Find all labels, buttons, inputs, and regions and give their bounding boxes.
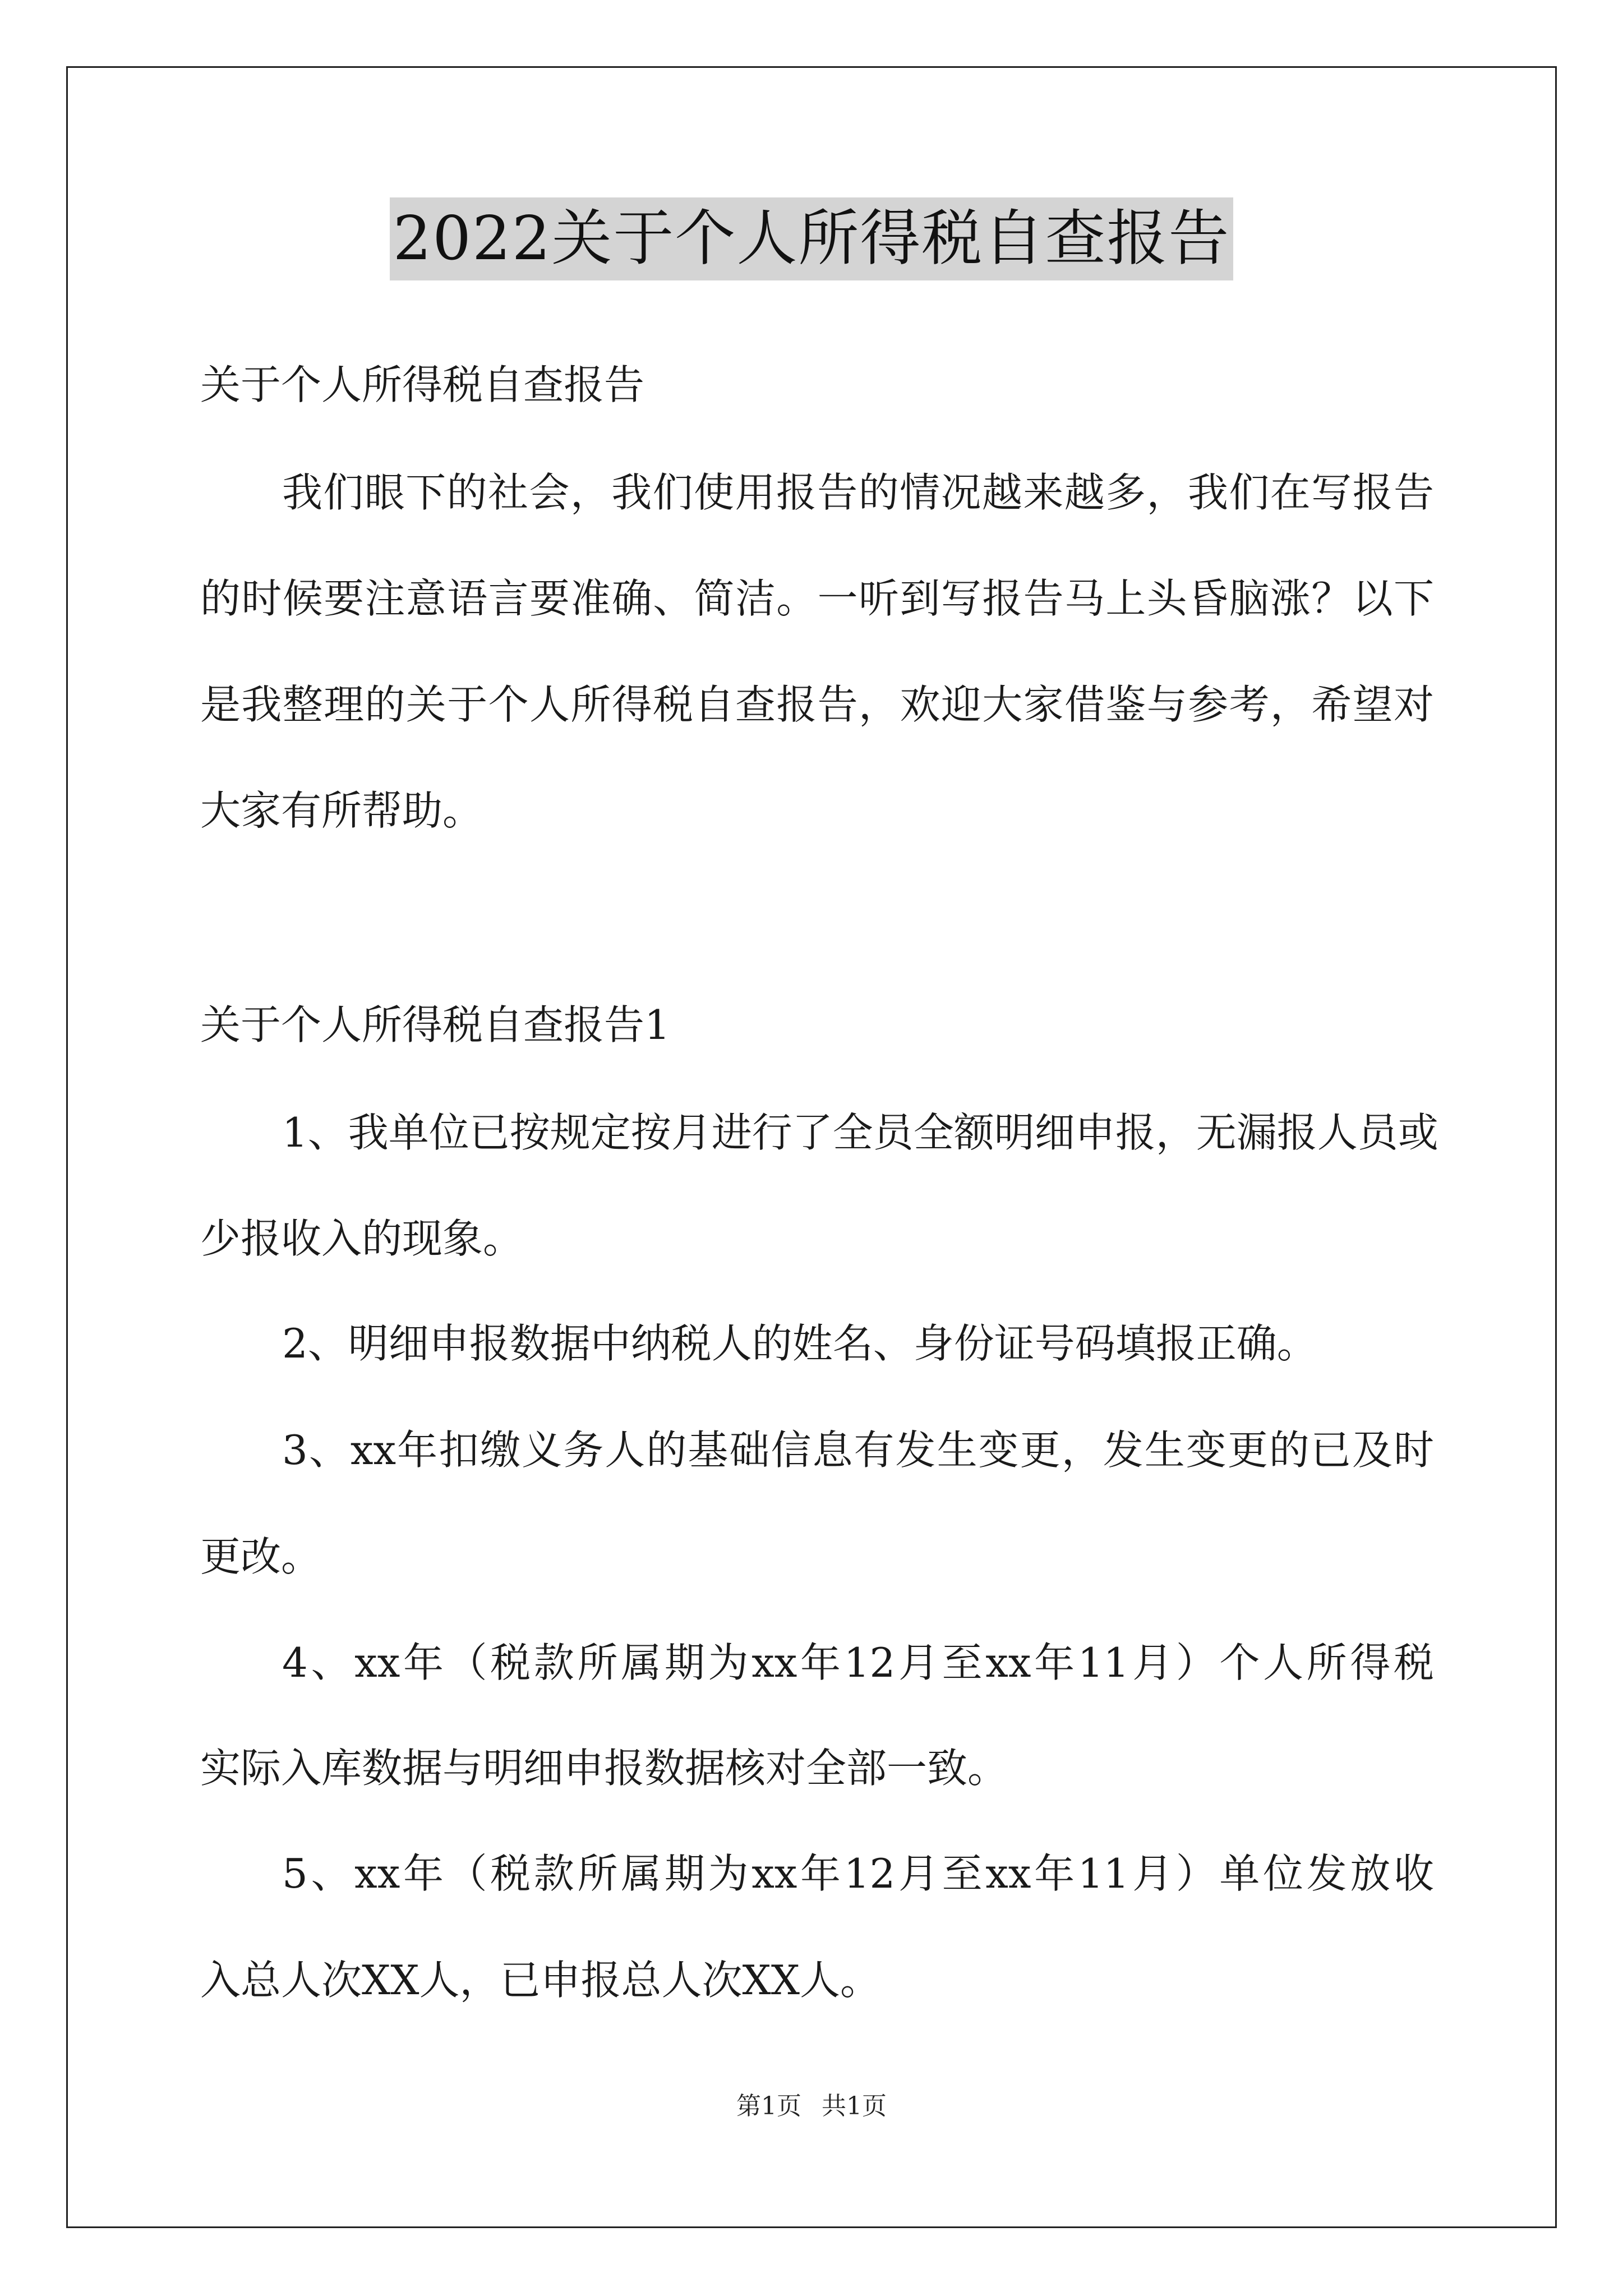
- document-title: 2022关于个人所得税自查报告: [390, 197, 1234, 280]
- item-1-line-1: 1、我单位已按规定按月进行了全员全额明细申报，无漏报人员或: [282, 1109, 1438, 1156]
- page-number: 第1页: [736, 2092, 801, 2120]
- page-footer: [0, 2090, 1623, 2123]
- item-3-line-1: 3、xx年扣缴义务人的基础信息有发生变更，发生变更的已及时: [282, 1427, 1434, 1474]
- item-2-line-1: 2、明细申报数据中纳税人的姓名、身份证号码填报正确。: [282, 1320, 1317, 1367]
- intro-line-4: 大家有所帮助。: [200, 787, 483, 834]
- item-4-line-2: 实际入库数据与明细申报数据核对全部一致。: [200, 1745, 1008, 1792]
- item-3-line-2: 更改。: [200, 1533, 322, 1580]
- item-4-line-1: 4、xx年（税款所属期为xx年12月至xx年11月）个人所得税: [282, 1639, 1434, 1686]
- intro-line-2: 的时候要注意语言要准确、简洁。一听到写报告马上头昏脑涨？以下: [200, 575, 1434, 622]
- item-1-line-2: 少报收入的现象。: [200, 1215, 524, 1262]
- title-container: [0, 197, 1623, 280]
- intro-line-3: 是我整理的关于个人所得税自查报告，欢迎大家借鉴与参考，希望对: [200, 681, 1434, 728]
- intro-line-1: 我们眼下的社会，我们使用报告的情况越来越多，我们在写报告: [282, 469, 1434, 516]
- item-5-line-2: 入总人次XX人，已申报总人次XX人。: [200, 1957, 881, 2004]
- item-5-line-1: 5、xx年（税款所属期为xx年12月至xx年11月）单位发放收: [282, 1850, 1434, 1897]
- section-heading: 关于个人所得税自查报告1: [200, 1001, 670, 1048]
- page-total: 共1页: [822, 2092, 887, 2120]
- document-subtitle: 关于个人所得税自查报告: [200, 361, 645, 408]
